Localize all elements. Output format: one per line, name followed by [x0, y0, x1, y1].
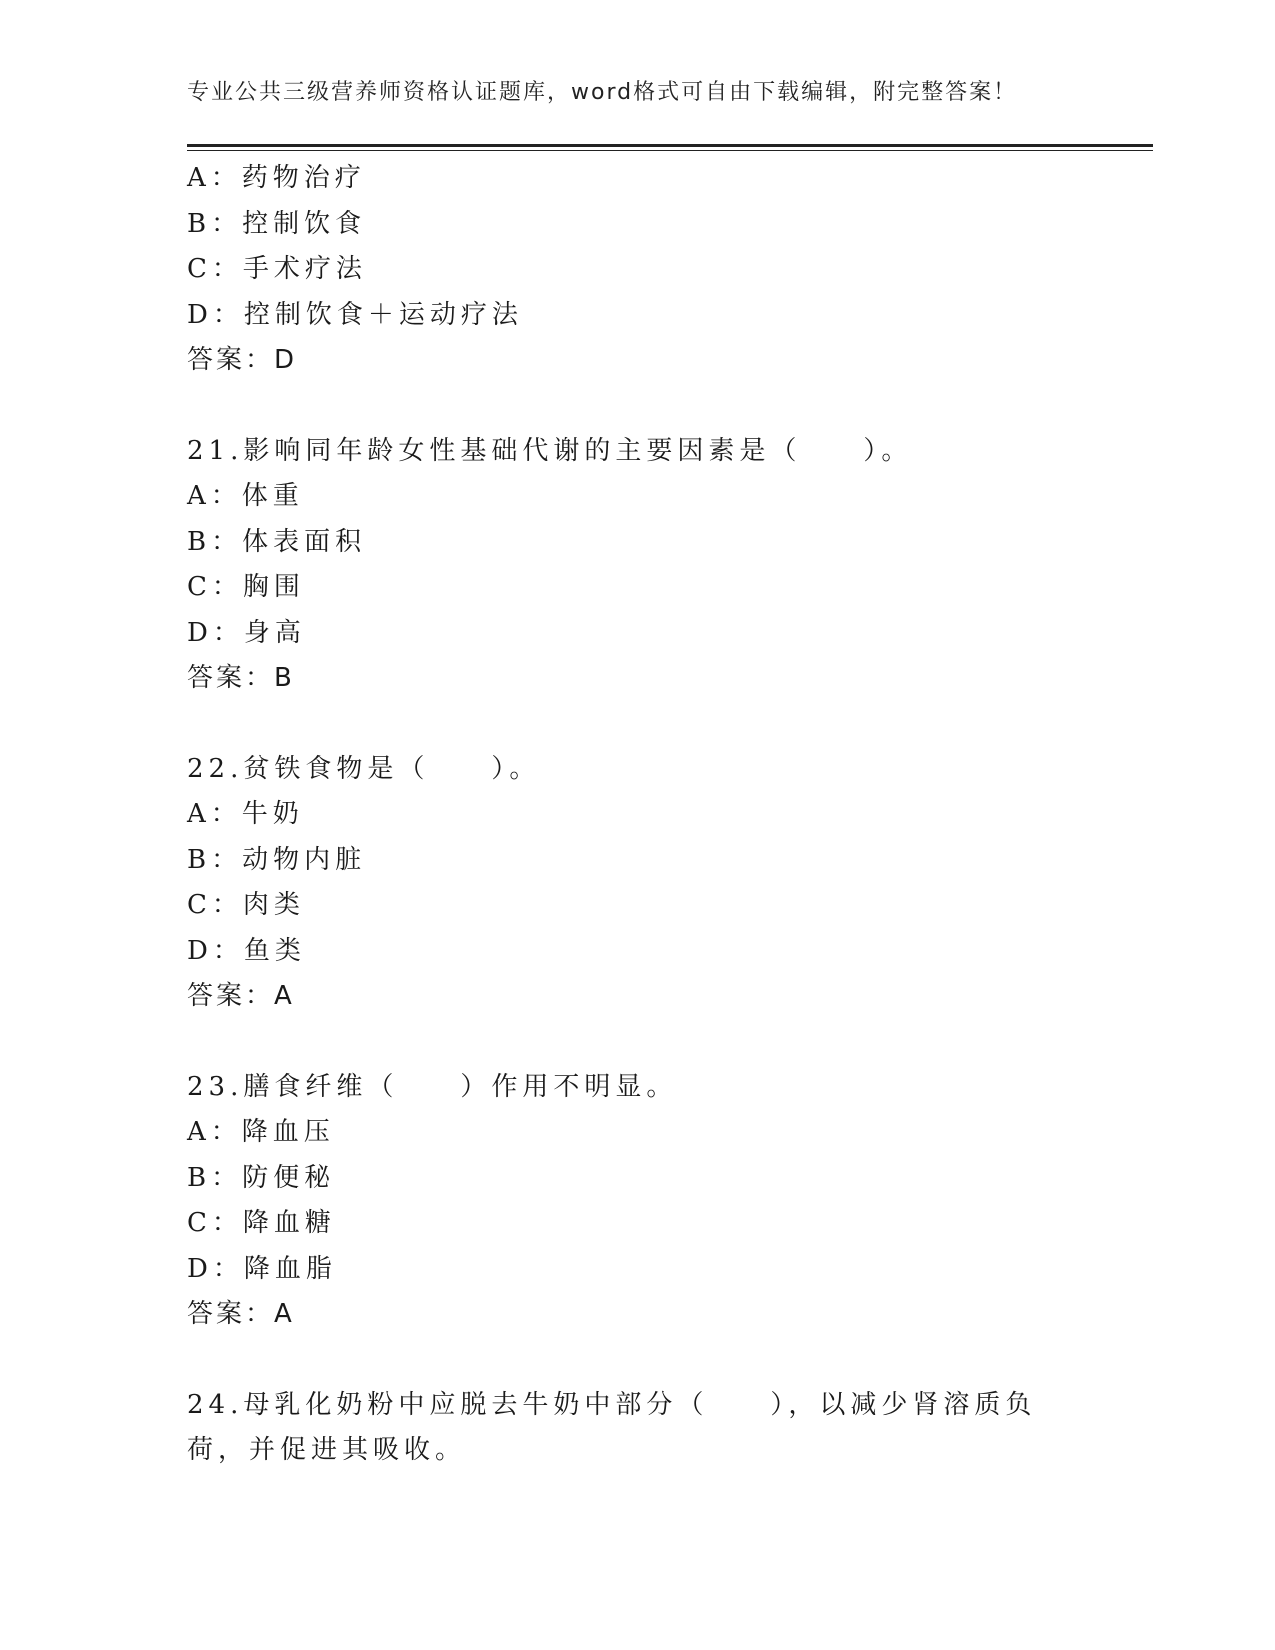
question-stem: 22.贫铁食物是（ ）。 [187, 753, 541, 784]
option-d: D：控制饮食＋运动疗法 [187, 299, 523, 330]
option-a: A：牛奶 [187, 799, 304, 829]
option-b: B：防便秘 [187, 1162, 336, 1193]
option-d: D：身高 [187, 617, 306, 648]
question-block-23 [187, 1065, 1087, 1338]
question-block-21 [187, 429, 1087, 702]
option-c: C：手术疗法 [187, 254, 367, 284]
question-stem: 24.母乳化奶粉中应脱去牛奶中部分（ ），以减少肾溶质负荷，并促进其吸收。 [187, 1389, 1037, 1465]
header-divider-thin [187, 150, 1153, 151]
option-b: B：控制饮食 [187, 208, 367, 239]
question-block-20 [187, 156, 1087, 384]
option-d: D：降血脂 [187, 1253, 337, 1284]
answer: 答案：A [187, 981, 295, 1011]
option-c: C：降血糖 [187, 1208, 336, 1238]
question-stem: 23.膳食纤维（ ）作用不明显。 [187, 1071, 678, 1102]
option-b: B：体表面积 [187, 526, 367, 557]
option-a: A：降血压 [187, 1117, 335, 1147]
option-c: C：肉类 [187, 890, 305, 920]
answer: 答案：B [187, 663, 295, 693]
option-a: A：体重 [187, 481, 304, 511]
question-block-24 [187, 1383, 1087, 1474]
question-stem: 21.影响同年龄女性基础代谢的主要因素是（ ）。 [187, 435, 913, 466]
option-b: B：动物内脏 [187, 844, 367, 875]
option-c: C：胸围 [187, 572, 305, 602]
answer: 答案：D [187, 345, 298, 375]
answer: 答案：A [187, 1299, 295, 1329]
option-a: A：药物治疗 [187, 163, 366, 193]
page-header: 专业公共三级营养师资格认证题库，word格式可自由下载编辑，附完整答案！ [187, 80, 1018, 105]
option-d: D：鱼类 [187, 935, 306, 966]
question-block-22 [187, 747, 1087, 1020]
header-divider [187, 144, 1153, 147]
question-list [187, 156, 1087, 1474]
